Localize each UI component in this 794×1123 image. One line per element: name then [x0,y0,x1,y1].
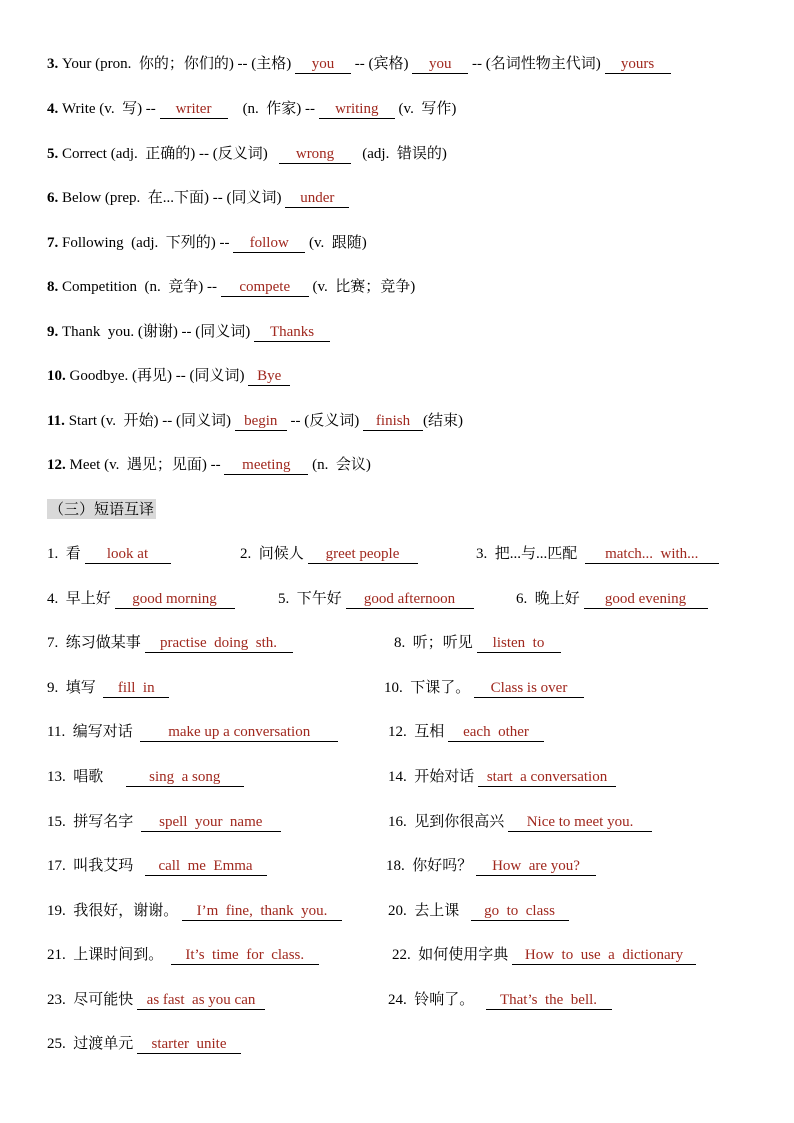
item-number: 6. [47,190,62,206]
answer-blank[interactable]: finish [363,413,423,431]
item-number: 4. [47,101,62,117]
phrase-item [47,589,235,609]
item-number: 8. [47,279,62,295]
item-text: (n. 作家) -- [227,101,319,117]
vocab-item [47,411,463,431]
item-text: (n. 会议) [308,457,371,473]
item-prompt: Meet (v. 遇见；见面) -- [69,457,225,473]
item-number: 11. [47,413,69,429]
answer-blank[interactable]: listen to [477,635,561,653]
vocab-item [47,233,367,253]
section-title: （三）短语互译 [49,500,155,518]
answer-blank[interactable]: under [285,190,349,208]
phrase-label: 22. 如何使用字典 [392,947,513,963]
answer-blank[interactable]: Nice to meet you. [508,814,652,832]
answer-blank[interactable]: start a conversation [478,769,616,787]
phrase-item [278,589,474,609]
phrase-item [476,544,719,564]
phrase-label: 19. 我很好，谢谢。 [47,903,183,919]
answer-blank[interactable]: each other [448,724,544,742]
item-prompt: Write (v. 写) -- [62,101,160,117]
phrase-label: 1. 看 [47,546,85,562]
item-text: (v. 比赛；竞争) [308,279,416,295]
item-number: 9. [47,324,62,340]
item-number: 3. [47,56,62,72]
phrase-item [388,812,652,832]
vocab-item [47,322,330,342]
answer-blank[interactable]: writer [160,101,228,119]
answer-blank[interactable]: begin [235,413,287,431]
phrase-label: 25. 过渡单元 [47,1036,138,1052]
vocab-item [47,277,415,297]
answer-blank[interactable]: yours [605,56,671,74]
item-prompt: Thank you. (谢谢) -- (同义词) [62,324,255,340]
item-text: (v. 写作) [394,101,457,117]
item-number: 5. [47,146,62,162]
phrase-item [392,945,696,965]
item-text: (v. 跟随) [305,235,367,251]
answer-blank[interactable]: starter unite [137,1036,241,1054]
phrase-label: 7. 练习做某事 [47,635,145,651]
phrase-label: 2. 问候人 [240,546,308,562]
item-number: 10. [47,368,70,384]
answer-blank[interactable]: look at [85,546,171,564]
answer-blank[interactable]: Thanks [254,324,330,342]
phrase-item [47,544,171,564]
answer-blank[interactable]: wrong [279,146,351,164]
answer-blank[interactable]: spell your name [141,814,281,832]
item-prompt: Start (v. 开始) -- (同义词) [68,413,235,429]
answer-blank[interactable]: practise doing sth. [145,635,293,653]
phrase-item [47,812,281,832]
answer-blank[interactable]: That’s the bell. [486,992,612,1010]
answer-blank[interactable]: compete [221,279,309,297]
answer-blank[interactable]: as fast as you can [137,992,265,1010]
phrase-label: 3. 把...与...匹配 [476,546,585,562]
answer-blank[interactable]: meeting [224,457,308,475]
item-text: -- (宾格) [351,56,413,72]
phrase-label: 20. 去上课 [388,903,471,919]
answer-blank[interactable]: fill in [103,680,169,698]
answer-blank[interactable]: Bye [248,368,290,386]
answer-blank[interactable]: call me Emma [145,858,267,876]
vocab-item [47,99,456,119]
phrase-item [47,856,267,876]
phrase-item [388,990,612,1010]
item-text: -- (名词性物主代词) [468,56,605,72]
answer-blank[interactable]: you [412,56,468,74]
answer-blank[interactable]: match... with... [585,546,719,564]
phrase-label: 14. 开始对话 [388,769,479,785]
phrase-item [388,767,616,787]
phrase-label: 17. 叫我艾玛 [47,858,145,874]
answer-blank[interactable]: make up a conversation [140,724,338,742]
item-prompt: Correct (adj. 正确的) -- (反义词) [62,146,280,162]
phrase-item [47,945,319,965]
phrase-item [47,633,293,653]
answer-blank[interactable]: you [295,56,351,74]
vocab-item [47,188,349,208]
answer-blank[interactable]: greet people [308,546,418,564]
item-prompt: Following (adj. 下列的) -- [62,235,234,251]
item-number: 7. [47,235,62,251]
item-prompt: Your (pron. 你的；你们的) -- (主格) [62,56,296,72]
phrase-label: 9. 填写 [47,680,104,696]
phrase-item [388,722,544,742]
vocab-item [47,54,671,74]
phrase-item [47,722,338,742]
vocab-item [47,366,290,386]
phrase-label: 6. 晚上好 [516,591,584,607]
item-number: 12. [47,457,70,473]
vocab-item [47,144,447,164]
answer-blank[interactable]: writing [319,101,395,119]
phrase-item [47,767,244,787]
phrase-item [384,678,584,698]
phrase-item [47,1034,241,1054]
item-text: -- (反义词) [286,413,363,429]
phrase-label: 8. 听；听见 [394,635,477,651]
answer-blank[interactable]: go to class [471,903,569,921]
phrase-label: 21. 上课时间到。 [47,947,171,963]
phrase-label: 10. 下课了。 [384,680,475,696]
answer-blank[interactable]: sing a song [126,769,244,787]
item-prompt: Below (prep. 在...下面) -- (同义词) [62,190,286,206]
phrase-label: 5. 下午好 [278,591,346,607]
answer-blank[interactable]: follow [233,235,305,253]
phrase-label: 24. 铃响了。 [388,992,486,1008]
phrase-item [47,678,169,698]
answer-blank[interactable]: good evening [584,591,708,609]
item-prompt: Goodbye. (再见) -- (同义词) [69,368,249,384]
phrase-label: 16. 见到你很高兴 [388,814,509,830]
phrase-item [47,901,342,921]
phrase-item [388,901,569,921]
answer-blank[interactable]: I’m fine, thank you. [182,903,342,921]
answer-blank[interactable]: good morning [115,591,235,609]
phrase-label: 13. 唱歌 [47,769,126,785]
answer-blank[interactable]: Class is over [474,680,584,698]
item-prompt: Competition (n. 竞争) -- [62,279,221,295]
vocab-item [47,455,371,475]
answer-blank[interactable]: How to use a dictionary [512,947,696,965]
phrase-label: 4. 早上好 [47,591,115,607]
phrase-item [516,589,708,609]
answer-blank[interactable]: How are you? [476,858,596,876]
phrase-label: 18. 你好吗？ [386,858,477,874]
phrase-label: 23. 尽可能快 [47,992,138,1008]
phrase-label: 12. 互相 [388,724,449,740]
item-text: (结束) [423,413,463,429]
phrase-label: 11. 编写对话 [47,724,141,740]
answer-blank[interactable]: It’s time for class. [171,947,319,965]
phrase-item [47,990,265,1010]
item-text: (adj. 错误的) [351,146,447,162]
phrase-label: 15. 拼写名字 [47,814,141,830]
phrase-item [386,856,596,876]
phrase-item [240,544,418,564]
phrase-item [394,633,561,653]
answer-blank[interactable]: good afternoon [346,591,474,609]
